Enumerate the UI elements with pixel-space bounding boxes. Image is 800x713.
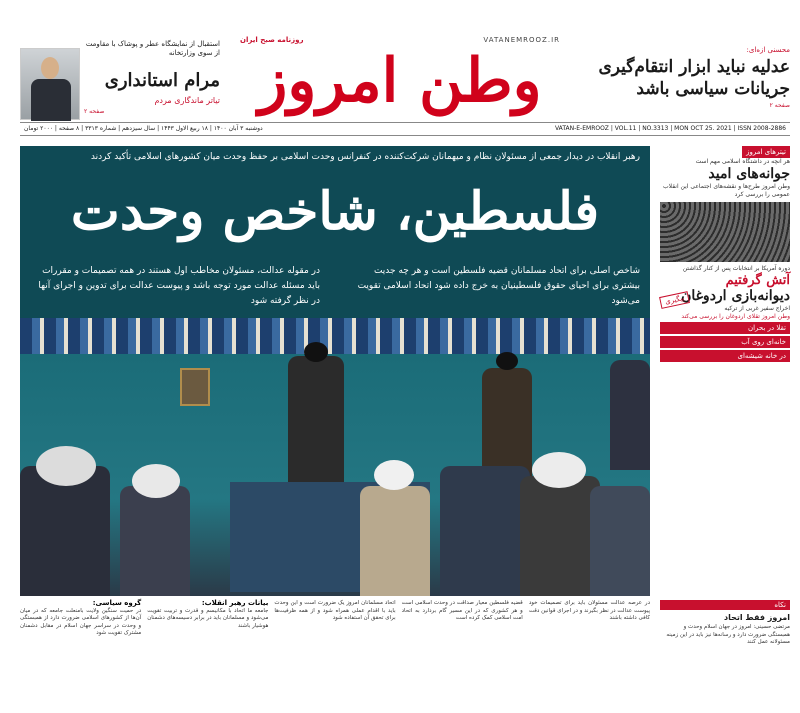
sidebar-red-headline[interactable]: آتش گرفتیم (725, 273, 790, 288)
top-left-page-badge: صفحه ۲ (84, 108, 105, 115)
sidebar-text-3: دوره آمریکا بر انتخابات پس از کنار گذاشتن (682, 265, 790, 272)
top-left-story[interactable] (20, 40, 220, 120)
sidebar-text-4: اخراج سفیر غربی از ترکیه (724, 305, 790, 312)
photo-credit: عکس: لیدر (32, 691, 44, 706)
sidebar-text-2: وطن امروز طرح‌ها و نقشه‌های اجتماعی این انقلاب عمومی را بررسی کرد (663, 183, 790, 198)
sidebar-bar-3[interactable]: در خانه شیشه‌ای (660, 350, 790, 362)
column: در عرصه عدالت مسئولان باید برای تصمیمات خود پیوست عدالت در نظر بگیرند و در اجرای قوانین دقت کافی داشته باشند (528, 600, 651, 621)
turban-icon (304, 342, 328, 362)
sidebar-headline-2[interactable]: دیوانه‌بازی اردوغان (681, 288, 790, 304)
top-right-headline[interactable]: عدلیه نباید ابزار انتقام‌گیری جریانات سیاسی باشد (598, 57, 790, 99)
column: بیانات رهبر انقلاب: جامعه ما اتحاد با مکانیسم و قدرت و تربیت تقویت می‌شود و مسلمانان باید در برابر دسیسه‌های دشمنان هوشیار باشند (147, 599, 269, 629)
sidebar-text-1: هر آنچه در داشتگاه اسلامی مهم است (695, 158, 790, 165)
crowd-photo (660, 202, 790, 262)
sidebar-bar-2[interactable]: خانه‌ای روی آب (660, 336, 790, 348)
cover-lead-left: در مقوله عدالت، مسئولان مخاطب اول هستند در همه تصمیمات و مقررات باید مسئله عدالت مورد توجه باشد و پیوست عدالت برای تدوین و اجرای آنها در نظر گرفته شود (38, 266, 320, 306)
cover-lead-right: شاخص اصلی برای اتحاد مسلمانان قضیه فلسطین است و هر چه جدیت بیشتری برای احیای حقوق فلسطینیان به خرج داده شود اتحاد اسلامی تقویت می‌شود (357, 266, 640, 306)
sidebar-tag: تیترهای امروز (742, 146, 790, 158)
top-left-sub: تیاتر ماندگاری مردم (154, 96, 220, 105)
official-portrait (20, 48, 80, 120)
logo-text: وطن امروز (258, 46, 542, 116)
bottom-columns (20, 600, 650, 713)
sidebar (660, 146, 790, 596)
cover-headline[interactable]: فلسطین، شاخص وحدت (70, 181, 600, 242)
column: اتحاد مسلمانان امروز یک ضرورت است و این وحدت باید با اقدام عملی همراه شود و از همه ظرفیت‌ها برای تحقق آن استفاده شود (274, 600, 396, 621)
sidebar-bar-1[interactable]: تقلا در بحران (660, 322, 790, 334)
bottom-side-text: مرتضی حسینی: امروز در جهان اسلام وحدت و همبستگی ضرورت دارد و رسانه‌ها نیز باید در این زمینه مسئولانه عمل کنند (666, 624, 790, 645)
site-url: VATANEMROOZ.IR (483, 36, 560, 44)
top-right-page-badge: صفحه ۲ (769, 102, 790, 109)
bottom-side-headline[interactable]: امروز فقط اتحاد (723, 613, 790, 622)
wall-portrait (180, 368, 210, 406)
dateline-en: VATAN-E-EMROOZ | VOL.11 | NO.3313 | MON OCT 25. 2021 | ISSN 2008-2886 (554, 125, 786, 132)
logo[interactable] (220, 36, 580, 120)
column: گروه سیاسی: در حمیت سنگین ولایت بامنعلت جامعه که در میان آن‌ها از کشورهای اسلامی ضرورت دارد از همبستگی و وحدت در سراسر جهان اسلام در مقابل دشمنان مشترک تقویت شود (20, 599, 142, 636)
column: قضیه فلسطین معیار صداقت در وحدت اسلامی است و هر کشوری که در این مسیر گام بردارد به اتحاد امت اسلامی کمک کرده است (401, 600, 523, 621)
stamp-icon: پیگیری (659, 291, 690, 309)
dateline-fa: دوشنبه ۳ آبان ۱۴۰۰ | ۱۸ ربیع الاول ۱۴۴۳ | سال سیزدهم | شماره ۳۳۱۳ | ۸ صفحه | ۲۰۰۰ تومان (24, 125, 263, 132)
sidebar-headline-1[interactable]: جوانه‌های امید (708, 166, 790, 182)
dateline (20, 122, 790, 136)
cover-kicker: رهبر انقلاب در دیدار جمعی از مسئولان نظام و میهمانان شرکت‌کننده در کنفرانس وحدت اسلامی بر حفظ وحدت میان کشورهای اسلامی تأکید کردند (90, 152, 640, 162)
turban-icon (496, 352, 518, 370)
top-right-kicker: محسنی ازه‌ای: (746, 46, 790, 54)
bottom-sidebar (660, 600, 790, 713)
bottom-side-tag: نکاه (660, 600, 790, 610)
masthead (0, 0, 800, 140)
decorative-frieze (20, 318, 650, 354)
audience (20, 446, 650, 596)
tagline: روزنامه صبح ایران (240, 36, 304, 44)
top-right-story[interactable] (590, 46, 790, 120)
top-left-headline[interactable]: مرام استانداری (104, 70, 220, 91)
top-left-blurb: استقبال از نمایشگاه عطر و پوشاک با مقاومت از سوی وزارتخانه (85, 40, 220, 57)
sidebar-link[interactable]: وطن امروز تقلای اردوغان را بررسی می‌کند (681, 313, 790, 320)
